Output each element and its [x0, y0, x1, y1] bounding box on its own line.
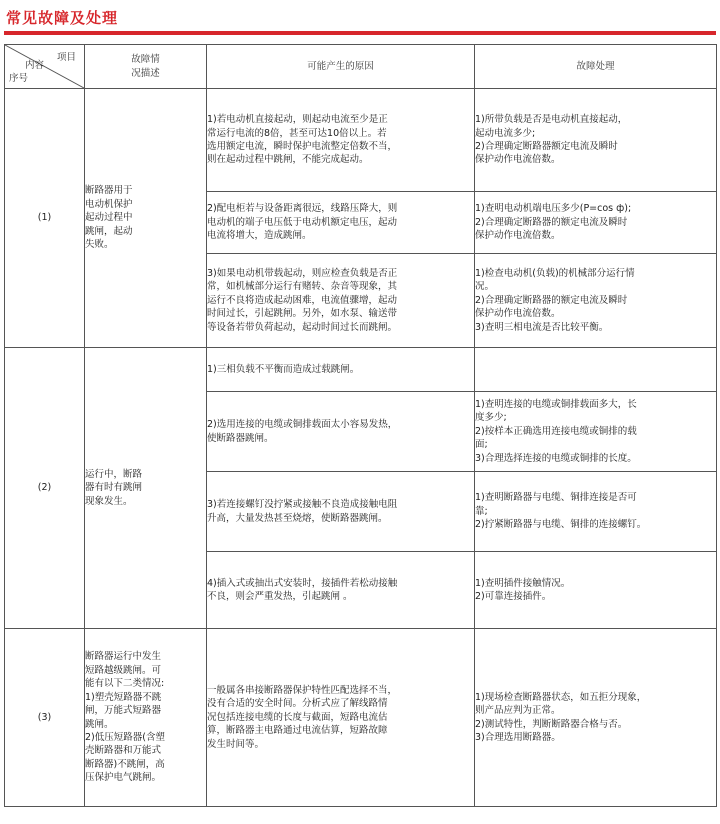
corner-content-label: 内容 [25, 60, 45, 71]
page-title: 常见故障及处理 [6, 9, 119, 27]
possible-cause: 4)插入式或抽出式安装时，接插件若松动接触 不良，则会严重发热，引起跳闸 。 [207, 552, 475, 629]
corner-header [5, 45, 85, 89]
fault-fix: 1)查明插件接触情况。 2)可靠连接插件。 [475, 552, 717, 629]
fault-fix: 1)检查电动机(负载)的机械部分运行情 况。 2)合理确定断路器的额定电流及瞬时 保护动作电流倍数。 3)查明三相电流是否比较平衡。 [475, 254, 717, 348]
fault-fix: 1)现场检查断路器状态，如五拒分现象， 则产品应判为正常。 2)测试特性，判断断路器合格与否。 3)合理选用断路器。 [475, 629, 717, 807]
corner-index-label: 序号 [9, 73, 29, 84]
fault-description: 断路器用于 电动机保护 起动过程中 跳闸，起动 失败。 [85, 89, 207, 348]
table-row [5, 89, 717, 192]
possible-cause: 1)三相负载不平衡而造成过载跳闸。 [207, 348, 475, 392]
fault-fix: 1)查明断路器与电缆、铜排连接是否可 靠; 2)拧紧断路器与电缆、铜排的连接螺钉。 [475, 472, 717, 552]
possible-cause: 1)若电动机直接起动，则起动电流至少是正 常运行电流的8倍，甚至可达10倍以上。若 选用额定电流，瞬时保护电流整定倍数不当， 则在起动过程中跳闸，不能完成起动。 [207, 89, 475, 192]
table-row [5, 348, 717, 392]
fault-description: 运行中，断路 器有时有跳闸 现象发生。 [85, 348, 207, 629]
possible-cause: 3)若连接螺钉没拧紧或接触不良造成接触电阻 升高，大量发热甚至烧熔，使断路器跳闸。 [207, 472, 475, 552]
header-description-line-2: 况描述 [131, 67, 160, 79]
possible-cause: 2)选用连接的电缆或铜排载面太小容易发热， 使断路器跳闸。 [207, 392, 475, 472]
row-index: (2) [5, 348, 85, 629]
fault-fix [475, 348, 717, 392]
fault-table [4, 44, 717, 807]
fault-fix: 1)查明电动机端电压多少(P=cos ф); 2)合理确定断路器的额定电流及瞬时 保护动作电流倍数。 [475, 192, 717, 254]
title-divider [4, 31, 716, 35]
fault-description: 断路器运行中发生 短路越级跳闸。可 能有以下二类情况: 1)塑壳短路器不跳 闸，万能式短路器 跳闸。 2)低压短路器(含塑 壳断路器和万能式 断路器)不跳闸，高 压保护电气跳闸。 [85, 629, 207, 807]
corner-item-label: 项目 [56, 52, 76, 63]
fault-fix: 1)查明连接的电缆或铜排载面多大，长 度多少; 2)按样本正确选用连接电缆或铜排的载 面; 3)合理选择连接的电缆或铜排的长度。 [475, 392, 717, 472]
header-description [85, 45, 207, 89]
header-row [5, 45, 717, 89]
header-fix: 故障处理 [475, 45, 717, 89]
header-description-line-1: 故障情 [131, 54, 160, 66]
row-index: (1) [5, 89, 85, 348]
fault-fix: 1)所带负载是否是电动机直接起动， 起动电流多少; 2)合理确定断路器额定电流及瞬时 保护动作电流倍数。 [475, 89, 717, 192]
table-row [5, 629, 717, 807]
possible-cause: 3)如果电动机带载起动，则应检查负载是否正 常，如机械部分运行有赌转、杂音等现象，其 运行不良将造成起动困难，电流值骤增，起动 时间过长，引起跳闸。另外，如水泵、输送带 等设备若带负荷起动，起动时间过长而跳闸。 [207, 254, 475, 348]
possible-cause: 2)配电柜若与设备距离很远，线路压降大，则 电动机的端子电压低于电动机额定电压，起动 电流将增大，造成跳闸。 [207, 192, 475, 254]
possible-cause: 一般属各串接断路器保护特性匹配选择不当， 没有合适的安全时间。分析式应了解线路情 况包括连接电缆的长度与截面，短路电流估 算，断路器主电路通过电流估算，短路故障 发生时间等。 [207, 629, 475, 807]
header-cause: 可能产生的原因 [207, 45, 475, 89]
header-description-text [131, 53, 160, 80]
row-index: (3) [5, 629, 85, 807]
